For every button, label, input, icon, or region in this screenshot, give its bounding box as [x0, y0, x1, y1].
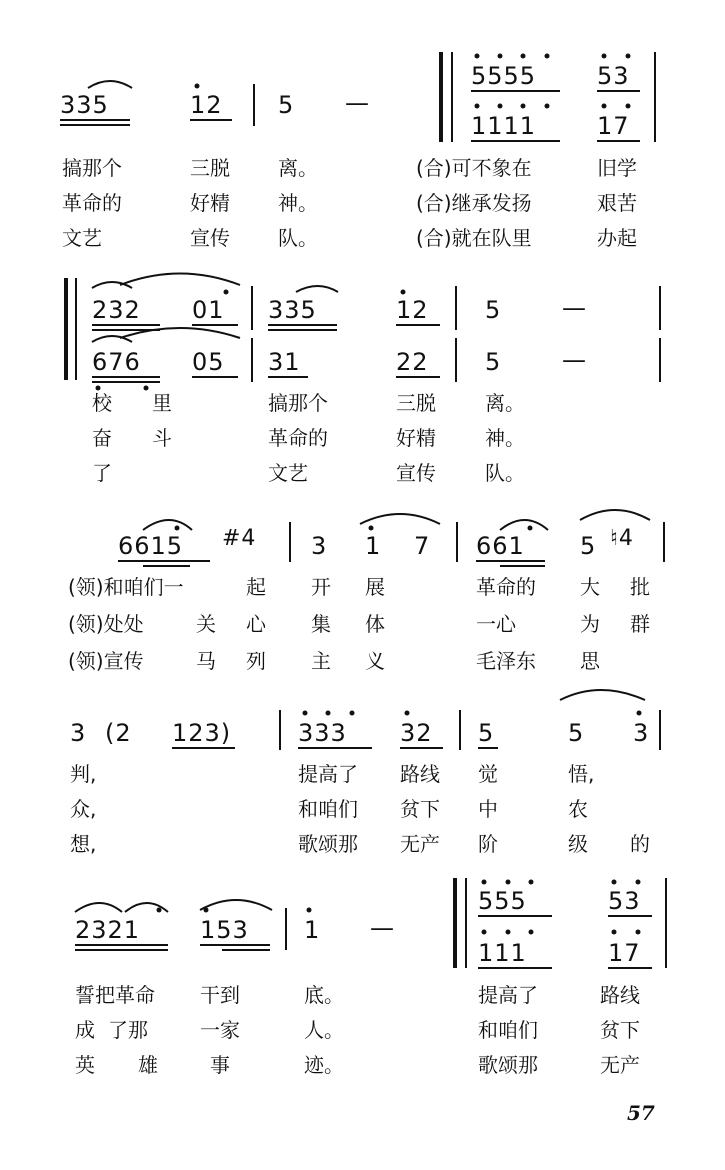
lyric: (领)处处	[68, 612, 144, 636]
lyric: 级	[568, 832, 588, 856]
lyric: 一心	[476, 612, 516, 636]
lyric: 了	[92, 461, 112, 485]
lyric: 离。	[485, 391, 525, 415]
note-group: 335	[268, 296, 317, 324]
lyric: 干到	[200, 983, 240, 1007]
note: 1	[365, 532, 382, 560]
note-group: 17	[608, 939, 641, 967]
lyric: 革命的	[62, 191, 122, 215]
lyric: 悟,	[568, 762, 595, 786]
lyric: 中	[478, 797, 498, 821]
lyric: 事	[210, 1053, 230, 1077]
lyric: 队。	[485, 461, 525, 485]
lyric: 和咱们	[478, 1018, 538, 1042]
note-group: 2321	[75, 916, 141, 944]
note-group: 5555	[471, 62, 537, 90]
lyric: 展	[365, 575, 385, 599]
lyric: 文艺	[62, 226, 102, 250]
note: 3	[311, 532, 328, 560]
note-group: 17	[597, 112, 630, 140]
lyric: 英	[75, 1053, 95, 1077]
lyric: 旧学	[597, 156, 637, 180]
lyric: 集	[311, 612, 331, 636]
note-group: 232	[92, 296, 141, 324]
lyric: 神。	[278, 191, 318, 215]
lyric: 文艺	[268, 461, 308, 485]
note-group: 1111	[471, 112, 537, 140]
note-group: (2	[105, 719, 132, 747]
note: 1	[304, 916, 321, 944]
note-group: 22	[396, 348, 429, 376]
note-group: 5	[485, 348, 502, 376]
lyric: 人。	[304, 1018, 344, 1042]
lyric: 迹。	[304, 1053, 344, 1077]
lyric: 无产	[600, 1053, 640, 1077]
note-group: 53	[597, 62, 630, 90]
lyric: 体	[365, 612, 385, 636]
lyric: 批	[630, 575, 650, 599]
lyric: 队。	[278, 226, 318, 250]
lyric: 革命的	[268, 426, 328, 450]
note: 5	[580, 532, 597, 560]
lyric: 好精	[396, 426, 436, 450]
lyric: (合)就在队里	[416, 226, 532, 250]
lyric: 的	[630, 832, 650, 856]
lyric: 农	[568, 797, 588, 821]
lyric: 好精	[190, 191, 230, 215]
note: 3	[633, 719, 650, 747]
lyric: 斗	[152, 426, 172, 450]
note-group: 123)	[172, 719, 232, 747]
lyric: 搞那个	[62, 156, 122, 180]
lyric: 义	[365, 649, 385, 673]
note-group: 32	[400, 719, 433, 747]
lyric: 歌颂那	[298, 832, 358, 856]
dash-sustain: —	[370, 914, 395, 942]
lyric: 众,	[70, 797, 97, 821]
lyric: (合)可不象在	[416, 156, 532, 180]
lyric: 大	[580, 575, 600, 599]
natural-note: ♮4	[610, 526, 634, 551]
lyric: 主	[311, 649, 331, 673]
lyric: 誓把革命	[75, 983, 155, 1007]
lyric: 提高了	[478, 983, 538, 1007]
note-group: 333	[298, 719, 347, 747]
lyric: (领)宣传	[68, 649, 144, 673]
lyric: 宣传	[190, 226, 230, 250]
note-group: 661	[476, 532, 525, 560]
lyric: 办起	[597, 226, 637, 250]
lyric: 开	[311, 575, 331, 599]
lyric: 无产	[400, 832, 440, 856]
lyric: 关	[196, 612, 216, 636]
lyric: 搞那个	[268, 391, 328, 415]
page-number: 57	[627, 1101, 655, 1125]
lyric: (领)和咱们一	[68, 575, 184, 599]
lyric: 奋	[92, 426, 112, 450]
lyric: 马	[196, 649, 216, 673]
lyric: 雄	[138, 1053, 158, 1077]
note-group: 05	[192, 348, 225, 376]
lyric: 校	[92, 391, 112, 415]
lyric: 想,	[70, 832, 97, 856]
lyric: 神。	[485, 426, 525, 450]
lyric: 觉	[478, 762, 498, 786]
lyric: 三脱	[190, 156, 230, 180]
lyric: 贫下	[600, 1018, 640, 1042]
lyric: 艰苦	[597, 191, 637, 215]
note-group: 5	[278, 91, 295, 119]
lyric: 群	[630, 612, 650, 636]
lyric: 起	[246, 575, 266, 599]
lyric: 成	[75, 1018, 95, 1042]
lyric: 阶	[478, 832, 498, 856]
lyric: 了那	[108, 1018, 148, 1042]
lyric: 为	[580, 612, 600, 636]
note-group: 676	[92, 348, 141, 376]
lyric: 提高了	[298, 762, 358, 786]
note: 3	[70, 719, 87, 747]
dash-sustain: —	[345, 89, 370, 117]
lyric: 歌颂那	[478, 1053, 538, 1077]
dash-sustain: —	[562, 294, 587, 322]
note-group: 153	[200, 916, 249, 944]
note-group: 335	[60, 91, 109, 119]
lyric: (合)继承发扬	[416, 191, 532, 215]
lyric: 心	[246, 612, 266, 636]
lyric: 路线	[600, 983, 640, 1007]
note: 7	[414, 532, 431, 560]
lyric: 毛泽东	[476, 649, 536, 673]
note-group: 111	[478, 939, 527, 967]
lyric: 里	[152, 391, 172, 415]
lyric: 三脱	[396, 391, 436, 415]
sharp-note: #4	[222, 526, 257, 551]
lyric: 判,	[70, 762, 97, 786]
lyric: 路线	[400, 762, 440, 786]
note-group: 555	[478, 887, 527, 915]
note-group: 12	[190, 91, 223, 119]
note-group: 01	[192, 296, 225, 324]
note: 5	[478, 719, 495, 747]
lyric: 宣传	[396, 461, 436, 485]
note-group: 12	[396, 296, 429, 324]
lyric: 列	[246, 649, 266, 673]
note-group: 53	[608, 887, 641, 915]
note-group: 5	[485, 296, 502, 324]
note-group: 31	[268, 348, 301, 376]
lyric: 和咱们	[298, 797, 358, 821]
lyric: 一家	[200, 1018, 240, 1042]
note-group: 6615	[118, 532, 184, 560]
note: 5	[568, 719, 585, 747]
lyric: 贫下	[400, 797, 440, 821]
dash-sustain: —	[562, 346, 587, 374]
lyric: 离。	[278, 156, 318, 180]
lyric: 思	[580, 649, 600, 673]
lyric: 底。	[304, 983, 344, 1007]
lyric: 革命的	[476, 575, 536, 599]
